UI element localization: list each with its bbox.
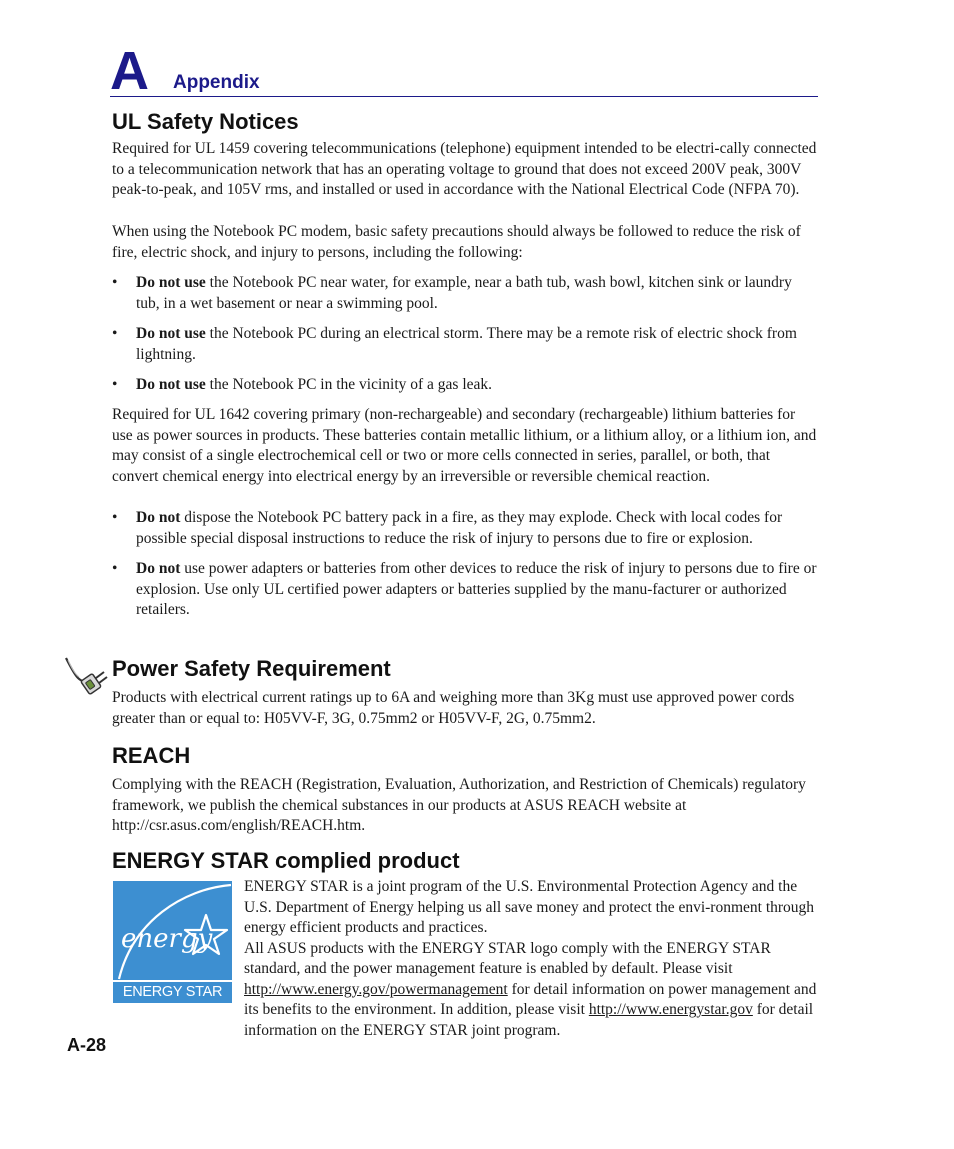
bullet-dot: • <box>112 325 118 342</box>
power-heading: Power Safety Requirement <box>112 656 391 681</box>
ul-heading: UL Safety Notices <box>112 109 299 134</box>
bullet-text: dispose the Notebook PC battery pack in a fire, as they may explode. Check with local codes for possible special disposal instructions to reduce the risk of injury to persons due to fire or explosion. <box>136 509 783 547</box>
bullet-bold: Do not use <box>136 274 206 291</box>
bullet-dot: • <box>112 274 118 291</box>
list-item <box>112 559 818 621</box>
battery-paragraph: Required for UL 1642 covering primary (non-rechargeable) and secondary (rechargeable) lithium batteries for use as power sources in products. These batteries contain metallic lithium, or a lithium alloy, or a lithium ion, and may consist of a single electrochemical cell or two or more cells connected in series, parallel, or both, that convert chemical energy into electrical energy by an irreversible or reversible chemical reaction. <box>112 406 817 485</box>
list-item <box>112 375 818 396</box>
list-item <box>112 324 818 365</box>
bullet-dot: • <box>112 509 118 526</box>
bullet-text: the Notebook PC during an electrical storm. There may be a remote risk of electric shock from lightning. <box>136 325 797 363</box>
bullet-dot: • <box>112 376 118 393</box>
reach-heading: REACH <box>112 743 191 768</box>
bullet-bold: Do not use <box>136 376 206 393</box>
list-item <box>112 273 818 314</box>
energy-p2 <box>244 939 820 1042</box>
energy-star-band: ENERGY STAR <box>113 980 232 1003</box>
energy-star-graphic <box>113 881 232 980</box>
energy-star-logo <box>113 881 232 1003</box>
bullet-bold: Do not <box>136 560 181 577</box>
bullet-text: the Notebook PC in the vicinity of a gas leak. <box>205 376 493 393</box>
powermanagement-link[interactable]: http://www.energy.gov/powermanagement <box>244 980 508 998</box>
power-plug-icon <box>64 656 108 698</box>
ul-bullet-list-2 <box>112 508 818 621</box>
bullet-text: use power adapters or batteries from other devices to reduce the risk of injury to persons due to fire or explosion. Use only UL certified power adapters or batteries supplied by the manu-facturer or authorized retailers. <box>136 560 817 618</box>
energy-text <box>244 877 820 1041</box>
ul-intro-1: Required for UL 1459 covering telecommunications (telephone) equipment intended to be electri-cally connected to a telecommunication network that has an operating voltage to ground that does not exceed 200V peak, 300V peak-to-peak, and 105V rms, and installed or used in accordance with the National Electrical Code (NFPA 70). <box>112 140 817 198</box>
header-rule <box>110 96 818 97</box>
bullet-bold: Do not use <box>136 325 206 342</box>
bullet-dot: • <box>112 560 118 577</box>
power-text: Products with electrical current ratings up to 6A and weighing more than 3Kg must use approved power cords greater than or equal to: H05VV-F, 3G, 0.75mm2 or H05VV-F, 2G, 0.75mm2. <box>112 689 795 727</box>
energy-p1: ENERGY STAR is a joint program of the U.S. Environmental Protection Agency and the U.S. Department of Energy helping us all save money and protect the envi-ronment through energy efficient products and practices. <box>244 878 815 936</box>
energy-p2-a: All ASUS products with the ENERGY STAR logo comply with the ENERGY STAR standard, and the power management feature is enabled by default. Please visit <box>244 939 771 977</box>
chapter-letter: A <box>110 41 149 101</box>
page-number: A-28 <box>67 1035 107 1055</box>
bullet-text: the Notebook PC near water, for example, near a bath tub, wash bowl, kitchen sink or laundry tub, in a wet basement or near a swimming pool. <box>136 274 792 312</box>
energystar-link[interactable]: http://​www.energystar.gov <box>588 1001 753 1018</box>
ul-bullet-list-1 <box>112 273 818 396</box>
chapter-title: Appendix <box>173 72 260 93</box>
energy-p2-b: for detail information on power management and its benefits to the environment. In addition, please visit <box>244 980 817 1018</box>
energy-script: energy <box>121 924 213 954</box>
energy-p2-c: for detail information on the ENERGY STAR joint program. <box>244 1001 814 1039</box>
energy-heading: ENERGY STAR complied product <box>112 848 460 873</box>
ul-intro-2: When using the Notebook PC modem, basic safety precautions should always be followed to reduce the risk of fire, electric shock, and injury to persons, including the following: <box>112 223 801 261</box>
reach-text: Complying with the REACH (Registration, Evaluation, Authorization, and Restriction of Chemicals) regulatory framework, we publish the chemical substances in our products at ASUS REACH website at http://csr.asus.com/english/REACH.htm. <box>112 776 806 834</box>
bullet-bold: Do not <box>136 509 181 526</box>
list-item <box>112 508 818 549</box>
